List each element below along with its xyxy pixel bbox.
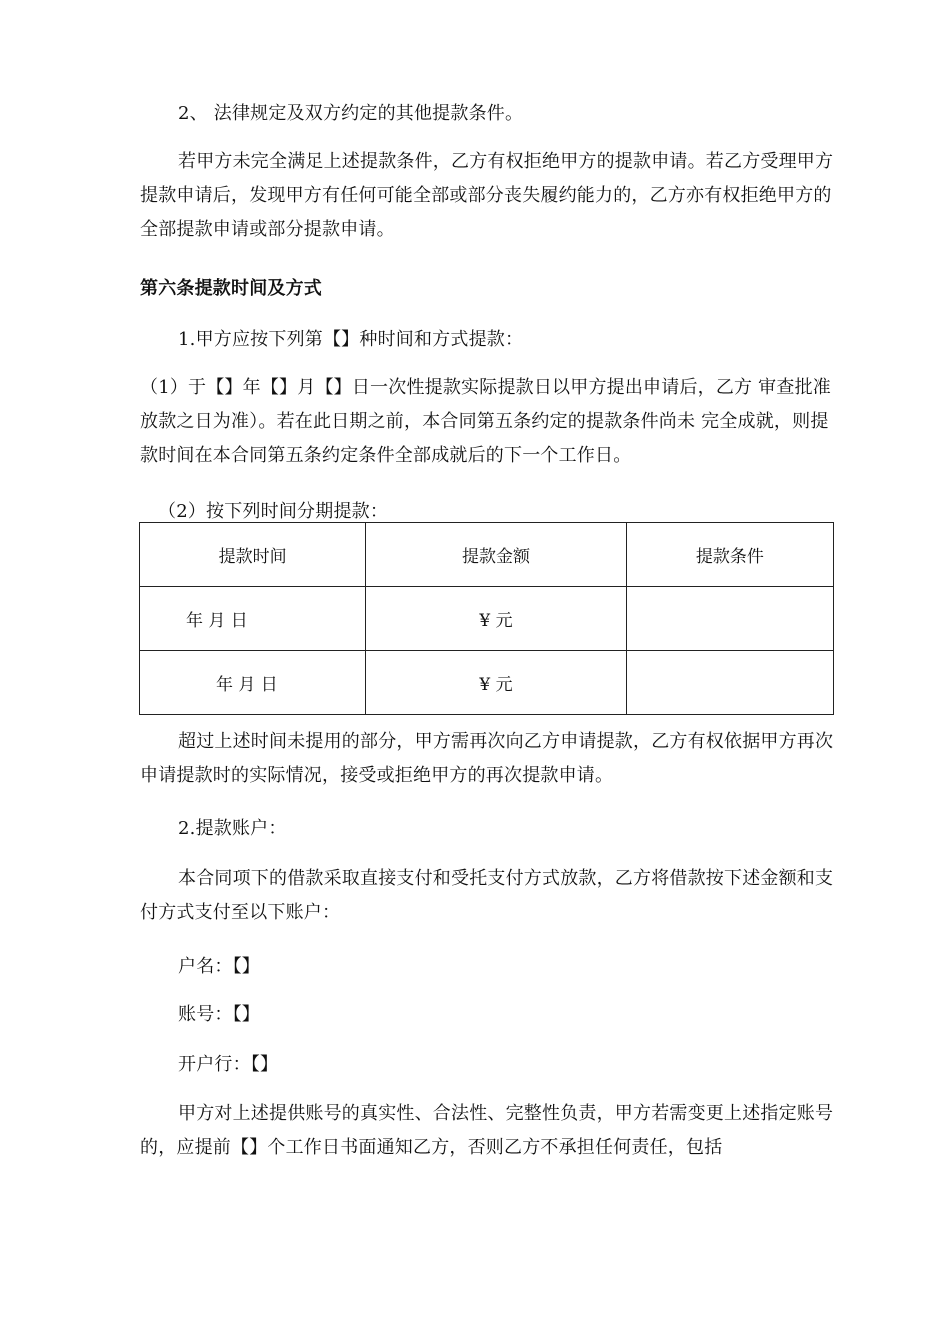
- row1-condition: [626, 587, 833, 651]
- installment-table: [139, 522, 834, 715]
- responsibility-paragraph: 甲方对上述提供账号的真实性、合法性、完整性负责，甲方若需变更上述指定账号的，应提前【】个工作日书面通知乙方，否则乙方不承担任何责任，包括: [140, 1103, 834, 1158]
- row1-time: 年 月 日: [140, 587, 366, 651]
- account-name-line: 户名：【】: [178, 956, 260, 977]
- row2-amount: ¥ 元: [366, 651, 626, 715]
- article-6-title: 第六条提款时间及方式: [140, 278, 322, 299]
- header-time: 提款时间: [140, 523, 366, 587]
- row1-amount: ¥ 元: [366, 587, 626, 651]
- option-1-paragraph: （1）于【】年【】月【】日一次性提款实际提款日以甲方提出申请后，乙方 审查批准放款之日为准）。若在此日期之前，本合同第五条约定的提款条件尚未 完全成就，则提款时间在本合同第五条约定条件全部成就后的下一个工作日。: [140, 377, 831, 466]
- table-row: [140, 587, 834, 651]
- clause-2-paragraph: 2.提款账户：: [178, 818, 287, 839]
- row2-time: 年 月 日: [140, 651, 366, 715]
- item-2-paragraph: 2、 法律规定及双方约定的其他提款条件。: [178, 103, 524, 124]
- header-amount: 提款金额: [366, 523, 626, 587]
- overdue-paragraph: 超过上述时间未提用的部分，甲方需再次向乙方申请提款，乙方有权依据甲方再次申请提款时的实际情况，接受或拒绝甲方的再次提款申请。: [140, 731, 834, 786]
- table-row: [140, 651, 834, 715]
- header-condition: 提款条件: [626, 523, 833, 587]
- clause-1-paragraph: 1.甲方应按下列第【】种时间和方式提款：: [178, 329, 524, 350]
- bank-line: 开户行：【】: [178, 1054, 279, 1075]
- payment-paragraph: 本合同项下的借款采取直接支付和受托支付方式放款，乙方将借款按下述金额和支付方式支付至以下账户：: [140, 868, 834, 923]
- table-header-row: [140, 523, 834, 587]
- row2-condition: [626, 651, 833, 715]
- option-2-paragraph: （2）按下列时间分期提款：: [158, 501, 389, 522]
- refuse-paragraph: 若甲方未完全满足上述提款条件，乙方有权拒绝甲方的提款申请。若乙方受理甲方提款申请后，发现甲方有任何可能全部或部分丧失履约能力的，乙方亦有权拒绝甲方的全部提款申请或部分提款申请。: [140, 151, 834, 240]
- account-number-line: 账号：【】: [178, 1004, 260, 1025]
